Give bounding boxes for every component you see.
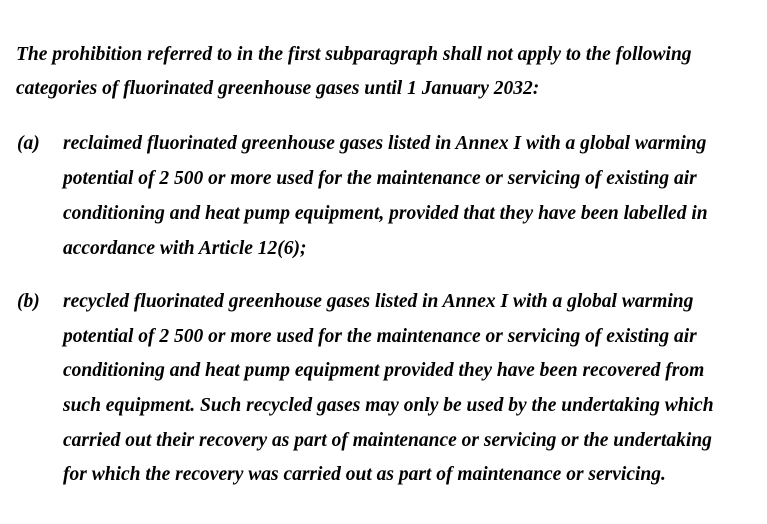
item-label: (a) — [17, 133, 40, 154]
item-line: such equipment. Such recycled gases may only be used by the undertaking which — [63, 395, 714, 416]
intro-line: The prohibition referred to in the first subparagraph shall not apply to the following — [16, 44, 692, 65]
item-line: accordance with Article 12(6); — [63, 238, 307, 259]
item-line: conditioning and heat pump equipment provided they have been recovered from — [63, 360, 705, 381]
intro-line: categories of fluorinated greenhouse gases until 1 January 2032: — [16, 78, 540, 99]
item-label: (b) — [17, 291, 40, 312]
item-line: carried out their recovery as part of maintenance or servicing or the undertaking — [63, 430, 712, 451]
item-line: potential of 2 500 or more used for the maintenance or servicing of existing air — [63, 168, 697, 189]
item-line: potential of 2 500 or more used for the maintenance or servicing of existing air — [63, 326, 697, 347]
item-line: recycled fluorinated greenhouse gases listed in Annex I with a global warming — [63, 291, 694, 312]
item-line: conditioning and heat pump equipment, provided that they have been labelled in — [63, 203, 708, 224]
item-line: reclaimed fluorinated greenhouse gases listed in Annex I with a global warming — [63, 133, 707, 154]
item-line: for which the recovery was carried out as part of maintenance or servicing. — [63, 464, 666, 485]
